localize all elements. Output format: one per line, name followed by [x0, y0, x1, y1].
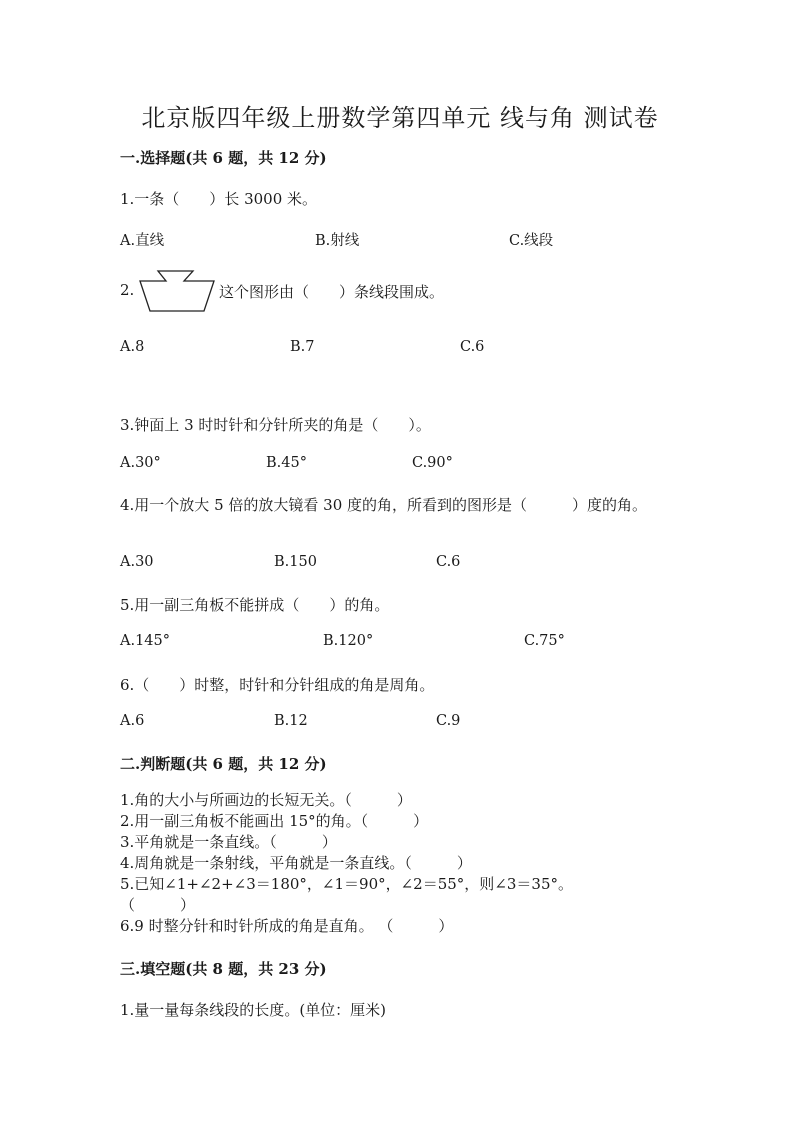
q4-option-b: B.150	[274, 554, 317, 570]
question-2-number: 2.	[120, 281, 135, 299]
judgment-item: 4.周角就是一条射线，平角就是一条直线。（ ）	[120, 854, 472, 872]
question-3: 3.钟面上 3 时时针和分针所夹的角是（ ）。	[120, 416, 431, 434]
judgment-item: 5.已知∠1+∠2+∠3＝180°，∠1＝90°，∠2＝55°，则∠3＝35°。	[120, 875, 574, 893]
q6-option-b: B.12	[274, 713, 308, 729]
q6-option-c: C.9	[436, 713, 461, 729]
q6-option-a: A.6	[120, 713, 145, 729]
q2-option-b: B.7	[290, 339, 315, 355]
question-2: 这个图形由（ ）条线段围成。	[219, 283, 445, 301]
q1-option-a: A.直线	[120, 233, 165, 249]
q1-option-c: C.线段	[509, 233, 554, 249]
judgment-item-continuation: （ ）	[120, 896, 196, 914]
section-heading-choice: 一.选择题(共 6 题，共 12 分)	[120, 149, 327, 167]
q3-option-b: B.45°	[266, 455, 307, 471]
q5-option-b: B.120°	[323, 633, 374, 649]
q5-option-c: C.75°	[524, 633, 565, 649]
q3-option-c: C.90°	[412, 455, 453, 471]
judgment-item: 3.平角就是一条直线。（ ）	[120, 833, 337, 851]
q5-option-a: A.145°	[120, 633, 171, 649]
question-5: 5.用一副三角板不能拼成（ ）的角。	[120, 596, 390, 614]
fill-question-1: 1.量一量每条线段的长度。(单位：厘米)	[120, 1001, 387, 1019]
page-title: 北京版四年级上册数学第四单元 线与角 测试卷	[141, 104, 659, 132]
q4-option-c: C.6	[436, 554, 461, 570]
section-heading-judgment: 二.判断题(共 6 题，共 12 分)	[120, 755, 327, 773]
q2-option-c: C.6	[460, 339, 485, 355]
q4-option-a: A.30	[120, 554, 154, 570]
q1-option-b: B.射线	[315, 233, 360, 249]
section-heading-fill-blank: 三.填空题(共 8 题，共 23 分)	[120, 960, 327, 978]
question-6: 6.（ ）时整，时针和分针组成的角是周角。	[120, 676, 435, 694]
judgment-item: 1.角的大小与所画边的长短无关。（ ）	[120, 791, 412, 809]
polygon-figure	[138, 270, 216, 312]
question-1: 1.一条（ ）长 3000 米。	[120, 190, 318, 208]
judgment-item: 2.用一副三角板不能画出 15°的角。（ ）	[120, 812, 429, 830]
judgment-item: 6.9 时整分针和时针所成的角是直角。 （ ）	[120, 917, 454, 935]
q2-option-a: A.8	[120, 339, 145, 355]
question-4: 4.用一个放大 5 倍的放大镜看 30 度的角，所看到的图形是（ ）度的角。	[120, 496, 648, 514]
q3-option-a: A.30°	[120, 455, 161, 471]
